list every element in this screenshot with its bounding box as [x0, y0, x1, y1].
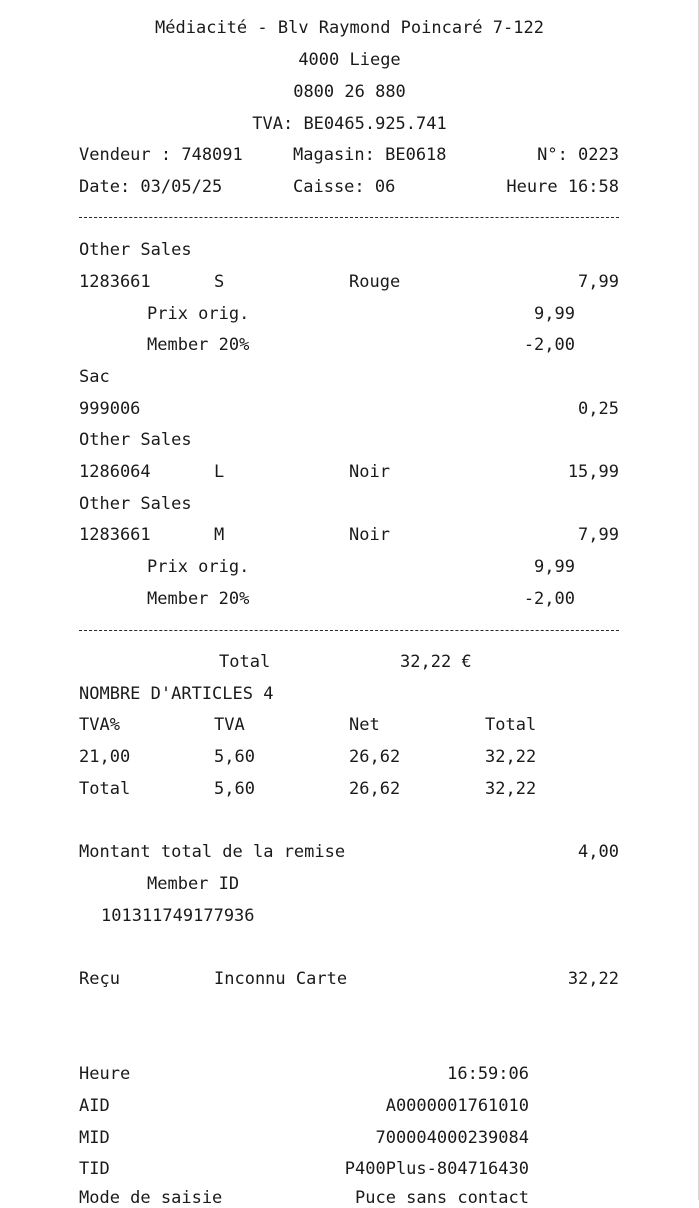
- separator: [79, 630, 619, 631]
- txn-label: Heure: [79, 1064, 131, 1084]
- item-category: Other Sales: [79, 494, 192, 514]
- item-discount-label: Member 20%: [147, 589, 250, 609]
- vat-header-rate: TVA%: [79, 715, 120, 735]
- vat-header-total: Total: [485, 715, 537, 735]
- magasin: Magasin: BE0618: [293, 145, 447, 165]
- vat-cell: 5,60: [214, 779, 255, 799]
- item-orig-value: 9,99: [534, 304, 575, 324]
- txn-value: 700004000239084: [375, 1128, 529, 1148]
- vat-header-vat: TVA: [214, 715, 245, 735]
- txn-value: Puce sans contact: [355, 1188, 529, 1208]
- item-category: Sac: [79, 367, 110, 387]
- vat-cell: 26,62: [349, 779, 401, 799]
- vat-cell: 5,60: [214, 747, 255, 767]
- txn-value: P400Plus-804716430: [344, 1159, 529, 1179]
- item-size: M: [214, 525, 225, 545]
- payment-method: Inconnu Carte: [214, 969, 348, 989]
- store-address: Médiacité - Blv Raymond Poincaré 7-122: [155, 18, 544, 38]
- item-discount-value: -2,00: [523, 335, 575, 355]
- item-price: 7,99: [578, 272, 619, 292]
- store-vat: TVA: BE0465.925.741: [252, 114, 447, 134]
- payment-amount: 32,22: [567, 969, 619, 989]
- item-orig-label: Prix orig.: [147, 304, 250, 324]
- item-code: 1286064: [79, 462, 151, 482]
- item-size: S: [214, 272, 225, 292]
- item-code: 999006: [79, 399, 141, 419]
- vat-cell: Total: [79, 779, 131, 799]
- item-code: 1283661: [79, 525, 151, 545]
- item-color: Noir: [349, 525, 390, 545]
- txn-label: AID: [79, 1096, 110, 1116]
- item-code: 1283661: [79, 272, 151, 292]
- item-discount-value: -2,00: [523, 589, 575, 609]
- receipt-time: Heure 16:58: [506, 177, 619, 197]
- txn-value: A0000001761010: [385, 1096, 529, 1116]
- item-size: L: [214, 462, 225, 482]
- txn-value: 16:59:06: [447, 1064, 529, 1084]
- store-phone: 0800 26 880: [293, 82, 406, 102]
- item-category: Other Sales: [79, 240, 192, 260]
- store-city: 4000 Liege: [298, 50, 401, 70]
- item-color: Rouge: [349, 272, 401, 292]
- member-id-label: Member ID: [147, 874, 240, 894]
- vat-cell: 26,62: [349, 747, 401, 767]
- vat-cell: 32,22: [485, 747, 537, 767]
- item-price: 0,25: [578, 399, 619, 419]
- txn-label: MID: [79, 1128, 110, 1148]
- item-price: 15,99: [567, 462, 619, 482]
- separator: [79, 217, 619, 218]
- receipt-number: N°: 0223: [537, 145, 619, 165]
- discount-value: 4,00: [578, 842, 619, 862]
- vat-cell: 21,00: [79, 747, 131, 767]
- total-amount: 32,22 €: [400, 652, 472, 672]
- vat-header-net: Net: [349, 715, 380, 735]
- item-orig-label: Prix orig.: [147, 557, 250, 577]
- vendeur: Vendeur : 748091: [79, 145, 243, 165]
- discount-label: Montant total de la remise: [79, 842, 346, 862]
- item-discount-label: Member 20%: [147, 335, 250, 355]
- member-id: 101311749177936: [101, 906, 255, 926]
- item-orig-value: 9,99: [534, 557, 575, 577]
- total-label: Total: [219, 652, 271, 672]
- txn-label: TID: [79, 1159, 110, 1179]
- receipt-date: Date: 03/05/25: [79, 177, 223, 197]
- item-color: Noir: [349, 462, 390, 482]
- item-price: 7,99: [578, 525, 619, 545]
- payment-label: Reçu: [79, 969, 120, 989]
- caisse: Caisse: 06: [293, 177, 396, 197]
- txn-label: Mode de saisie: [79, 1188, 223, 1208]
- vat-cell: 32,22: [485, 779, 537, 799]
- item-category: Other Sales: [79, 430, 192, 450]
- article-count: NOMBRE D'ARTICLES 4: [79, 684, 274, 704]
